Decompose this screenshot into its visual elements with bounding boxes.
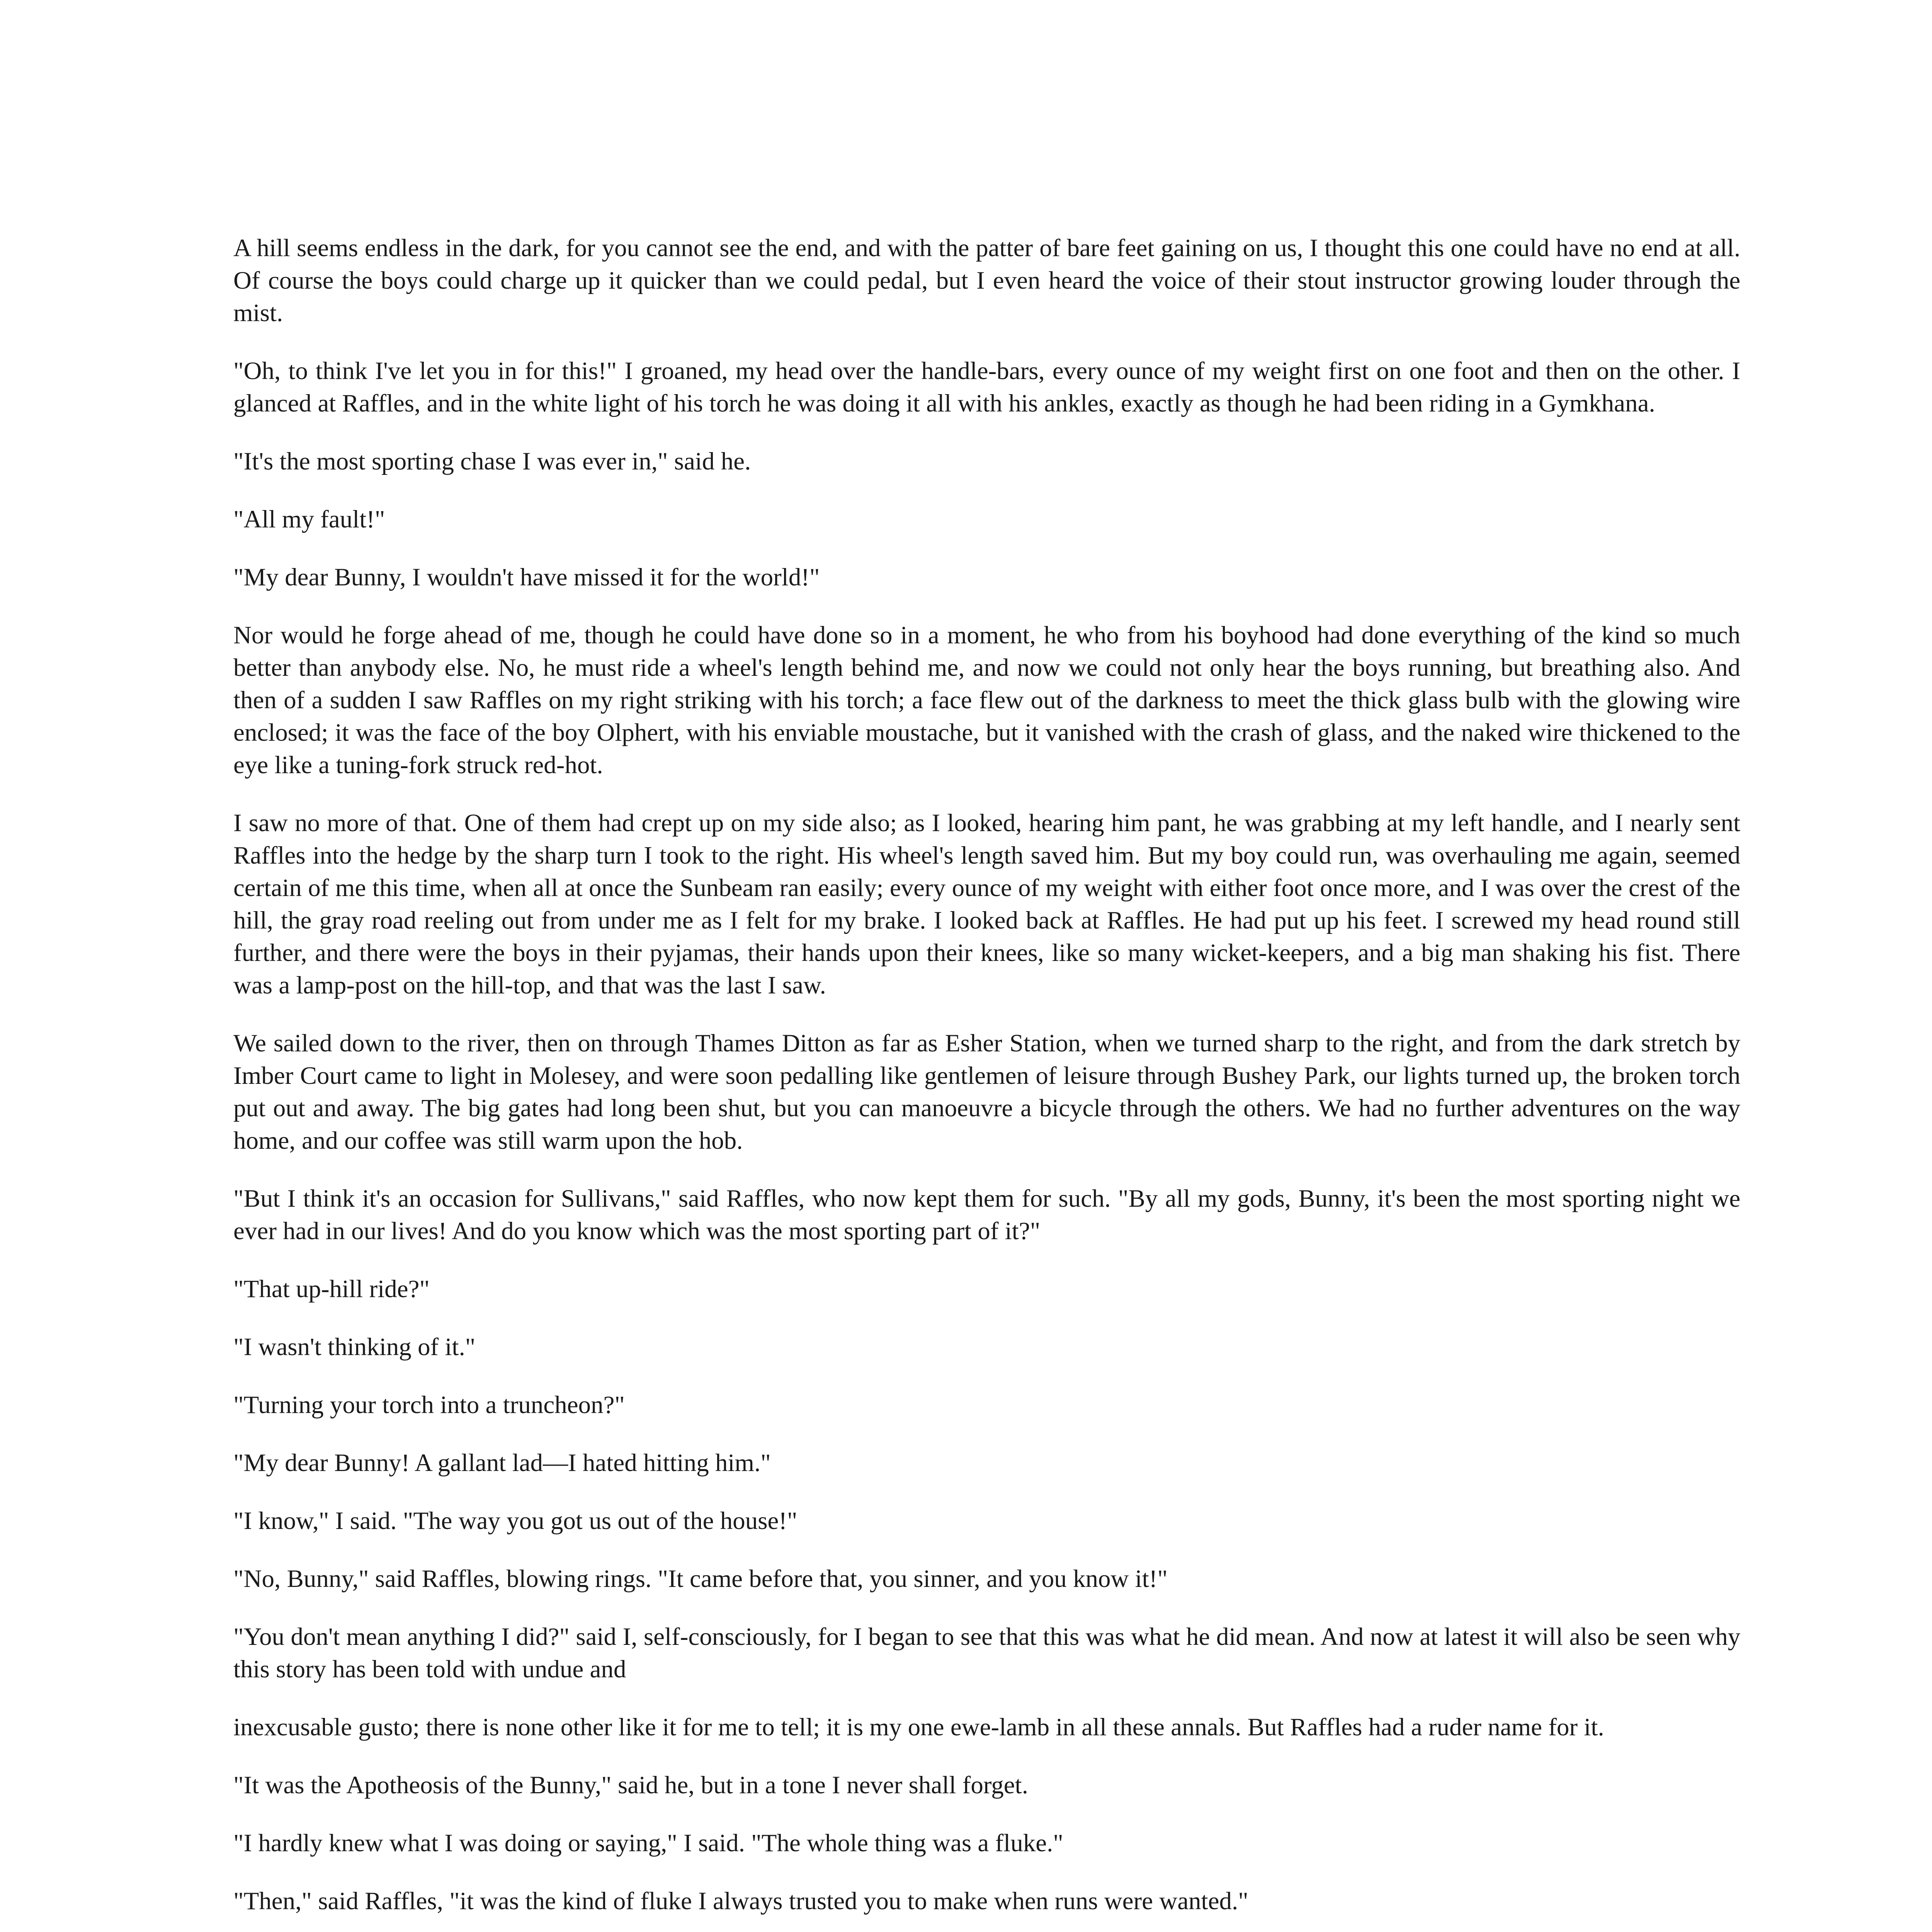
paragraph: Nor would he forge ahead of me, though he could have done so in a moment, he who from his boyhood had done everything of the kind so much better than anybody else. No, he must ride a wheel's length behind me, and now we could not only hear the boys running, but breathing also. And then of a sudden I saw Raffles on my right striking with his torch; a face flew out of the darkness to meet the thick glass bulb with the glowing wire enclosed; it was the face of the boy Olphert, with his enviable moustache, but it vanished with the crash of glass, and the naked wire thickened to the eye like a tuning-fork struck red-hot. bbox=[233, 621, 1740, 779]
paragraph: "It's the most sporting chase I was ever in," said he. bbox=[233, 447, 751, 475]
paragraph: "That up-hill ride?" bbox=[233, 1275, 430, 1303]
paragraph: "All my fault!" bbox=[233, 505, 385, 533]
paragraph: "My dear Bunny, I wouldn't have missed it for the world!" bbox=[233, 563, 820, 591]
paragraph: "You don't mean anything I did?" said I, self-consciously, for I began to see that this was what he did mean. And now at latest it will also be seen why this story has been told with undue and bbox=[233, 1623, 1740, 1683]
paragraph: "I know," I said. "The way you got us out of the house!" bbox=[233, 1507, 798, 1535]
paragraph: "Oh, to think I've let you in for this!" I groaned, my head over the handle-bars, every ounce of my weight first on one foot and then on the other. I glanced at Raffles, and in the white light of his torch he was doing it all with his ankles, exactly as though he had been riding in a Gymkhana. bbox=[233, 357, 1740, 417]
paragraph: A hill seems endless in the dark, for you cannot see the end, and with the patter of bare feet gaining on us, I thought this one could have no end at all. Of course the boys could charge up it quicker than we could pedal, but I even heard the voice of their stout instructor growing louder through the mist. bbox=[233, 234, 1740, 327]
paragraph: inexcusable gusto; there is none other like it for me to tell; it is my one ewe-lamb in all these annals. But Raffles had a ruder name for it. bbox=[233, 1713, 1604, 1741]
paragraph: "I hardly knew what I was doing or saying," I said. "The whole thing was a fluke." bbox=[233, 1829, 1063, 1857]
paragraph: "I wasn't thinking of it." bbox=[233, 1333, 476, 1361]
paragraph: We sailed down to the river, then on through Thames Ditton as far as Esher Station, when we turned sharp to the right, and from the dark stretch by Imber Court came to light in Molesey, and were soon pedalling like gentlemen of leisure through Bushey Park, our lights turned up, the broken torch put out and away. The big gates had long been shut, but you can manoeuvre a bicycle through the others. We had no further adventures on the way home, and our coffee was still warm upon the hob. bbox=[233, 1029, 1740, 1155]
body-text bbox=[233, 232, 1740, 1932]
paragraph: "Turning your torch into a truncheon?" bbox=[233, 1391, 625, 1419]
paragraph: "It was the Apotheosis of the Bunny," said he, but in a tone I never shall forget. bbox=[233, 1771, 1028, 1799]
paragraph: "Then," said Raffles, "it was the kind of fluke I always trusted you to make when runs were wanted." bbox=[233, 1887, 1248, 1915]
paragraph: "No, Bunny," said Raffles, blowing rings. "It came before that, you sinner, and you know it!" bbox=[233, 1565, 1168, 1593]
paragraph: "My dear Bunny! A gallant lad—I hated hitting him." bbox=[233, 1449, 771, 1477]
paragraph: I saw no more of that. One of them had crept up on my side also; as I looked, hearing him pant, he was grabbing at my left handle, and I nearly sent Raffles into the hedge by the sharp turn I took to the right. His wheel's length saved him. But my boy could run, was overhauling me again, seemed certain of me this time, when all at once the Sunbeam ran easily; every ounce of my weight with either foot once more, and I was over the crest of the hill, the gray road reeling out from under me as I felt for my brake. I looked back at Raffles. He had put up his feet. I screwed my head round still further, and there were the boys in their pyjamas, their hands upon their knees, like so many wicket-keepers, and a big man shaking his fist. There was a lamp-post on the hill-top, and that was the last I saw. bbox=[233, 809, 1740, 999]
paragraph: "But I think it's an occasion for Sullivans," said Raffles, who now kept them for such. "By all my gods, Bunny, it's been the most sporting night we ever had in our lives! And do you know which was the most sporting part of it?" bbox=[233, 1185, 1740, 1245]
